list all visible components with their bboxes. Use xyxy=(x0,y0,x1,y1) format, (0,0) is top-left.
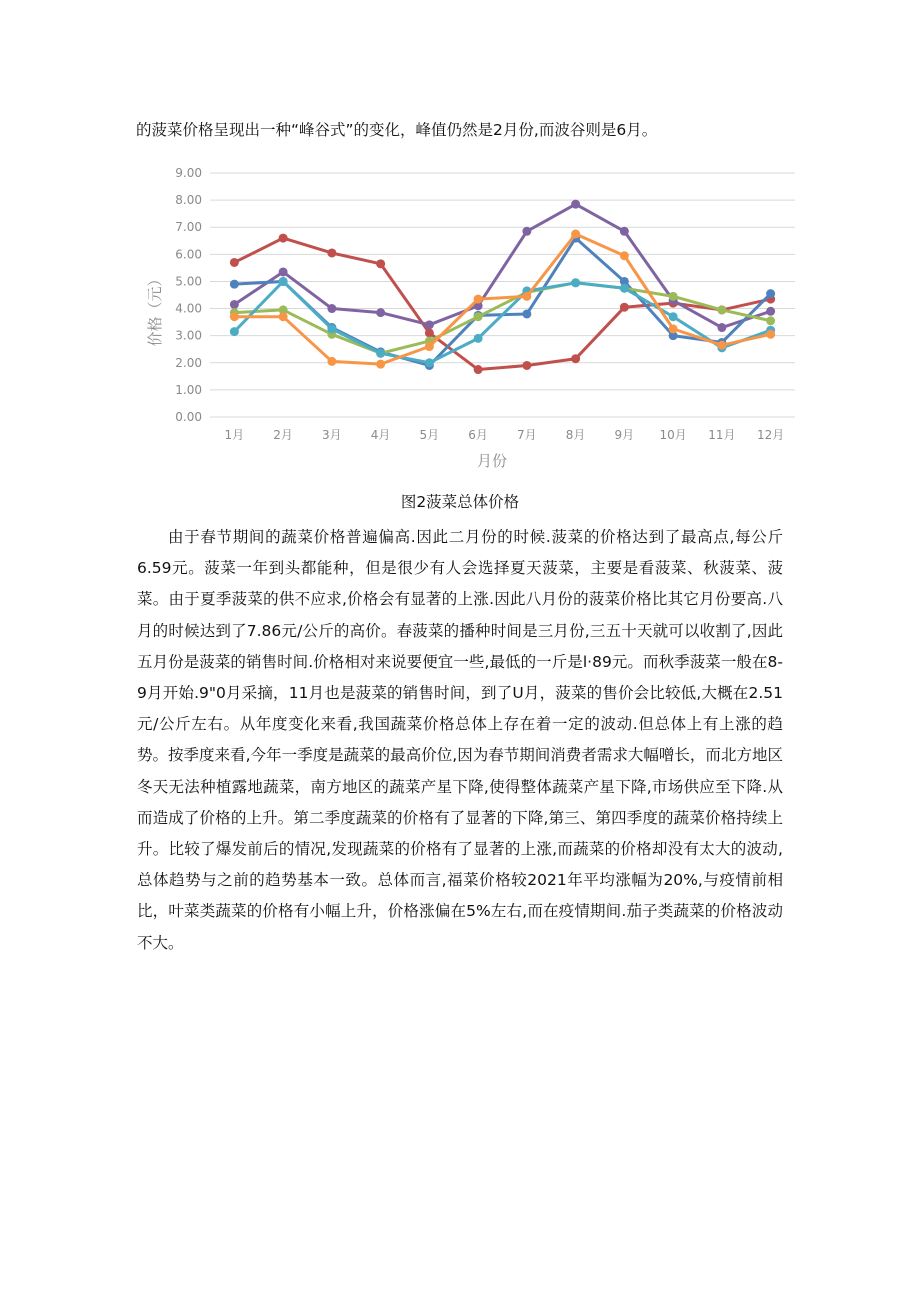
data-point xyxy=(522,227,531,236)
line-chart xyxy=(140,158,800,478)
x-tick-label: 3月 xyxy=(322,428,342,442)
data-point xyxy=(327,304,336,313)
y-tick-label: 0.00 xyxy=(175,410,202,424)
data-point xyxy=(620,227,629,236)
data-point xyxy=(376,360,385,369)
x-tick-label: 1月 xyxy=(224,428,245,442)
data-point xyxy=(620,303,629,312)
data-point xyxy=(279,267,288,276)
x-axis-ticks xyxy=(225,428,785,442)
spinach-price-chart xyxy=(140,158,800,478)
series-6 xyxy=(230,230,775,369)
data-point xyxy=(522,309,531,318)
intro-line: 的菠菜价格呈现出一种“峰谷式”的变化，峰值仍然是2月份,而波谷则是6月。 xyxy=(136,121,658,139)
data-point xyxy=(620,284,629,293)
data-point xyxy=(376,349,385,358)
data-point xyxy=(717,305,726,314)
y-tick-label: 5.00 xyxy=(175,274,202,289)
body-paragraph: 由于春节期间的蔬菜价格普遍偏高.因此二月份的时候.菠菜的价格达到了最高点,每公斤6.59元。菠菜一年到头都能种，但是很少有人会选择夏天菠菜，主要是看菠菜、秋菠菜、菠菜。由于夏季菠菜的供不应求,价格会有显著的上涨.因此八月份的菠菜价格比其它月份要高.八月的时候达到了7.86元/公斤的高价。春菠菜的播种时间是三月份,三五十天就可以收割了,因此五月份是菠菜的销售时间.价格相对来说要便宜一些,最低的一斤是l·89元。而秋季菠菜一般在8-9月开始.9"0月采摘，11月也是菠菜的销售时间，到了U月，菠菜的售价会比较低,大概在2.51元/公斤左右。从年度变化来看,我国蔬菜价格总体上存在着一定的波动.但总体上有上涨的趋势。按季度来看,今年一季度是蔬菜的最高价位,因为春节期间消费者需求大幅噌长，而北方地区冬天无法种植露地蔬菜，南方地区的蔬菜产星下降,使得整体蔬菜产星下降,市场供应至下降.从而造成了价格的上升。第二季度蔬菜的价格有了显著的下降,第三、第四季度的蔬菜价格持续上升。比较了爆发前后的情况,发现蔬菜的价格有了显著的上涨,而蔬菜的价格却没有太大的波动,总体趋势与之前的趋势基本一致。总体而言,福菜价格较2021年平均涨幅为20%,与疫情前相比，叶菜类蔬菜的价格有小幅上升，价格涨偏在5%左右,而在疫情期间.茄子类蔬菜的价格波动不大。 xyxy=(137,528,783,952)
data-point xyxy=(669,312,678,321)
series-4 xyxy=(230,278,775,357)
y-tick-label: 9.00 xyxy=(175,166,202,180)
x-tick-label: 4月 xyxy=(370,428,391,442)
data-point xyxy=(376,259,385,268)
x-tick-label: 7月 xyxy=(517,428,537,442)
data-point xyxy=(279,277,288,286)
data-point xyxy=(425,342,434,351)
data-point xyxy=(766,289,775,298)
y-tick-label: 3.00 xyxy=(175,328,202,343)
x-tick-label: 2月 xyxy=(273,428,293,442)
data-point xyxy=(230,258,239,267)
data-point xyxy=(571,278,580,287)
data-point xyxy=(230,300,239,309)
x-tick-label: 12月 xyxy=(756,428,785,442)
x-tick-label: 8月 xyxy=(565,428,586,442)
data-point xyxy=(669,324,678,333)
data-point xyxy=(766,330,775,339)
y-tick-label: 6.00 xyxy=(175,247,202,262)
x-tick-label: 6月 xyxy=(468,428,488,442)
data-point xyxy=(474,312,483,321)
data-point xyxy=(327,357,336,366)
data-point xyxy=(425,320,434,329)
data-point xyxy=(279,312,288,321)
data-point xyxy=(376,308,385,317)
data-point xyxy=(425,358,434,367)
data-point xyxy=(620,251,629,260)
data-point xyxy=(717,323,726,332)
data-point xyxy=(766,307,775,316)
series-line xyxy=(234,283,770,353)
data-point xyxy=(571,354,580,363)
data-point xyxy=(230,327,239,336)
data-point xyxy=(327,248,336,257)
y-axis-ticks xyxy=(175,166,202,424)
data-point xyxy=(669,292,678,301)
data-point xyxy=(474,295,483,304)
series-lines xyxy=(230,200,775,374)
y-tick-label: 2.00 xyxy=(175,355,202,370)
series-line xyxy=(234,234,770,364)
data-point xyxy=(766,316,775,325)
data-point xyxy=(522,292,531,301)
figure-caption: 图2菠菜总体价格 xyxy=(400,493,520,511)
y-tick-label: 8.00 xyxy=(175,193,202,208)
data-point xyxy=(425,328,434,337)
x-tick-label: 5月 xyxy=(419,428,440,442)
x-axis-title: 月份 xyxy=(476,452,508,470)
series-5 xyxy=(230,277,775,367)
data-point xyxy=(571,200,580,209)
x-tick-label: 9月 xyxy=(614,428,635,442)
series-line xyxy=(234,281,770,362)
data-point xyxy=(474,334,483,343)
series-2 xyxy=(230,200,775,332)
y-tick-label: 7.00 xyxy=(175,220,202,235)
data-point xyxy=(230,280,239,289)
data-point xyxy=(279,234,288,243)
data-point xyxy=(717,341,726,350)
x-tick-label: 11月 xyxy=(708,428,736,442)
data-point xyxy=(474,365,483,374)
data-point xyxy=(230,312,239,321)
data-point xyxy=(327,324,336,333)
data-point xyxy=(571,230,580,239)
y-tick-label: 1.00 xyxy=(175,382,202,397)
y-tick-label: 4.00 xyxy=(175,301,202,316)
x-tick-label: 10月 xyxy=(659,428,687,442)
y-axis-title: 价格（元） xyxy=(146,271,164,347)
data-point xyxy=(522,361,531,370)
